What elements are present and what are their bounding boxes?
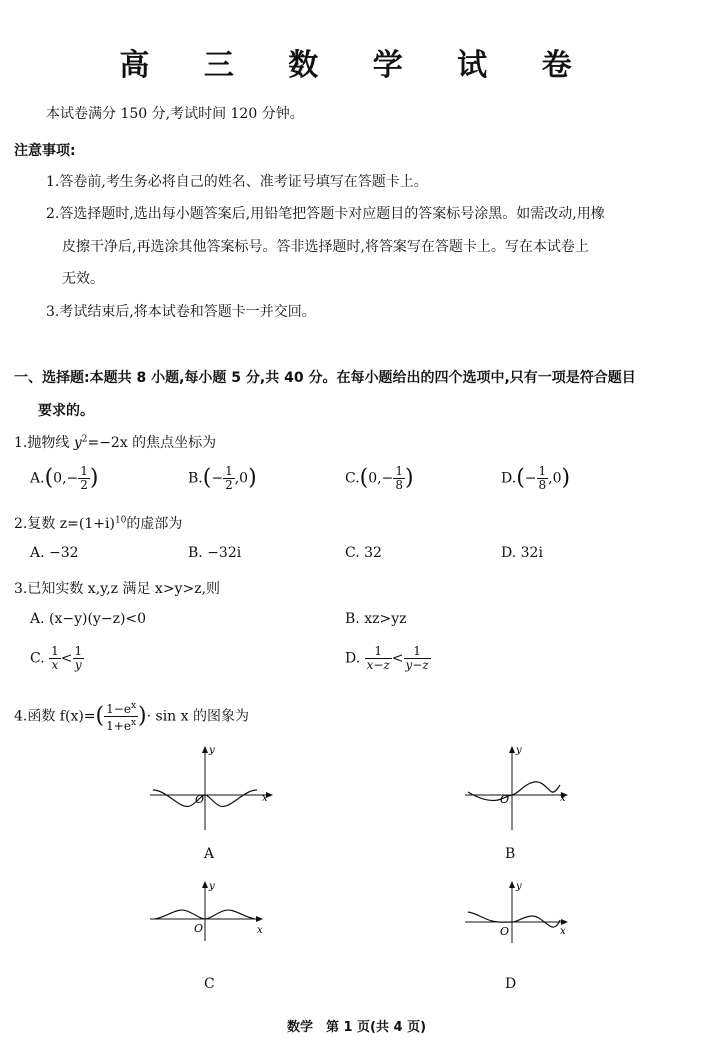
page-footer: 数学 第 1 页(共 4 页)	[286, 1020, 427, 1035]
question-2-stem	[14, 513, 182, 533]
option-text: 0,−	[368, 470, 394, 487]
notice-item-3: 3.考试结束后,将本试卷和答题卡一并交回。	[46, 304, 316, 320]
q2-option-d[interactable]: D. 32i	[501, 545, 543, 561]
fraction: $\frac{1}{y}$	[74, 644, 83, 672]
fraction: $\frac{1}{x}$	[51, 644, 59, 672]
section-heading-line-2: 要求的。	[38, 403, 94, 419]
y-label: y	[209, 745, 215, 756]
notice-item-1: 1.答卷前,考生务必将自己的姓名、准考证号填写在答题卡上。	[46, 174, 428, 190]
y-arrow-icon	[509, 881, 515, 888]
q1-stem-exp: 2	[81, 434, 88, 445]
q1-stem-pre: 1.抛物线	[14, 435, 74, 451]
option-label: D.	[501, 470, 517, 487]
option-label: C.	[30, 650, 45, 667]
origin-label: O	[500, 793, 510, 806]
origin-label: O	[500, 925, 510, 938]
q1-stem-rest: =−2x 的焦点坐标为	[87, 435, 217, 451]
fraction: $\frac{1}{2}$	[80, 464, 88, 492]
x-arrow-icon	[256, 916, 263, 922]
y-arrow-icon	[202, 881, 208, 888]
question-1-stem	[14, 432, 216, 452]
graph-a-label: A	[204, 846, 215, 862]
q4-stem-pre: 4.函数 f(x)=	[14, 708, 96, 725]
q2-stem-rest: 的虚部为	[126, 516, 183, 532]
y-arrow-icon	[202, 746, 208, 753]
y-arrow-icon	[509, 746, 515, 753]
graph-b	[460, 740, 580, 835]
question-3-stem: 3.已知实数 x,y,z 满足 x>y>z,则	[14, 581, 221, 597]
notice-item-2-line-1: 2.答选择题时,选出每小题答案后,用铅笔把答题卡对应题目的答案标号涂黑。如需改动,用橡	[46, 206, 605, 222]
exam-intro: 本试卷满分 150 分,考试时间 120 分钟。	[46, 106, 304, 122]
q2-stem-pre: 2.复数 z=(1+i)	[14, 516, 115, 532]
q2-stem-exp: 10	[114, 515, 127, 526]
q2-option-a[interactable]: A. −32	[30, 545, 79, 561]
x-label: x	[560, 793, 566, 804]
graph-d	[460, 875, 580, 945]
section-heading-line-1: 一、选择题:本题共 8 小题,每小题 5 分,共 40 分。在每小题给出的四个选项中,只有一项是符合题目	[14, 370, 636, 386]
operator: <	[60, 650, 73, 667]
option-text-post: ,0	[548, 470, 562, 487]
notice-item-2-line-3: 无效。	[62, 271, 104, 287]
x-label: x	[262, 793, 268, 804]
graph-b-label: B	[505, 846, 516, 862]
q1-option-c[interactable]: C.(0,− $\frac{1}{8}$ )	[345, 464, 414, 492]
y-label: y	[209, 881, 215, 892]
graph-c	[145, 875, 280, 945]
graph-c-label: C	[204, 976, 215, 992]
q1-option-d[interactable]: D.(− $\frac{1}{8}$ ,0)	[501, 464, 571, 492]
notice-heading: 注意事项:	[14, 143, 76, 159]
operator: <	[391, 650, 404, 667]
q3-option-a[interactable]: A. (x−y)(y−z)<0	[30, 611, 147, 627]
origin-label: O	[194, 922, 204, 935]
option-label: C.	[345, 470, 360, 487]
fraction: $\frac{1}{8}$	[395, 464, 403, 492]
fraction: $\frac{1}{2}$	[225, 464, 233, 492]
q3-option-d[interactable]	[345, 645, 431, 672]
y-label: y	[516, 745, 522, 756]
graph-a	[145, 740, 280, 835]
q3-option-c[interactable]	[30, 645, 84, 672]
q1-option-a[interactable]: A.(0,− $\frac{1}{2}$ )	[30, 464, 99, 492]
x-arrow-icon	[561, 919, 568, 925]
q1-stem-var: y	[73, 435, 82, 451]
curve	[468, 782, 560, 801]
page-title: 高 三 数 学 试 卷	[119, 48, 594, 83]
option-label: B.	[188, 470, 203, 487]
q2-option-b[interactable]: B. −32i	[188, 545, 242, 561]
q1-option-b[interactable]: B.(− $\frac{1}{2}$ ,0)	[188, 464, 257, 492]
notice-item-2-line-2: 皮擦干净后,再选涂其他答案标号。答非选择题时,将答案写在答题卡上。写在本试卷上	[62, 239, 589, 255]
q4-stem-rest: · sin x 的图象为	[146, 708, 249, 725]
fraction: $\frac{1}{8}$	[538, 464, 547, 492]
option-label: D.	[345, 650, 361, 667]
origin-label: O	[195, 793, 205, 806]
fraction: $\frac{1}{x-z}$	[366, 644, 390, 672]
option-label: A.	[30, 470, 45, 487]
q2-option-c[interactable]: C. 32	[345, 545, 382, 561]
x-label: x	[560, 926, 566, 937]
option-text-post: ,0	[234, 470, 249, 487]
option-text: 0,−	[53, 470, 79, 487]
option-text: −	[211, 470, 224, 487]
curve	[468, 912, 560, 927]
x-label: x	[257, 925, 263, 936]
option-text: −	[524, 470, 537, 487]
y-label: y	[516, 881, 522, 892]
graph-d-label: D	[505, 976, 517, 992]
question-4-stem: 4.函数 f(x)=( $\frac{1-e^x}{1+e^x}$ )· sin x 的图象为	[14, 701, 249, 733]
fraction: $\frac{1-e^x}{1+e^x}$	[106, 701, 137, 733]
fraction: $\frac{1}{y-z}$	[405, 644, 429, 672]
q3-option-b[interactable]: B. xz>yz	[345, 611, 407, 627]
